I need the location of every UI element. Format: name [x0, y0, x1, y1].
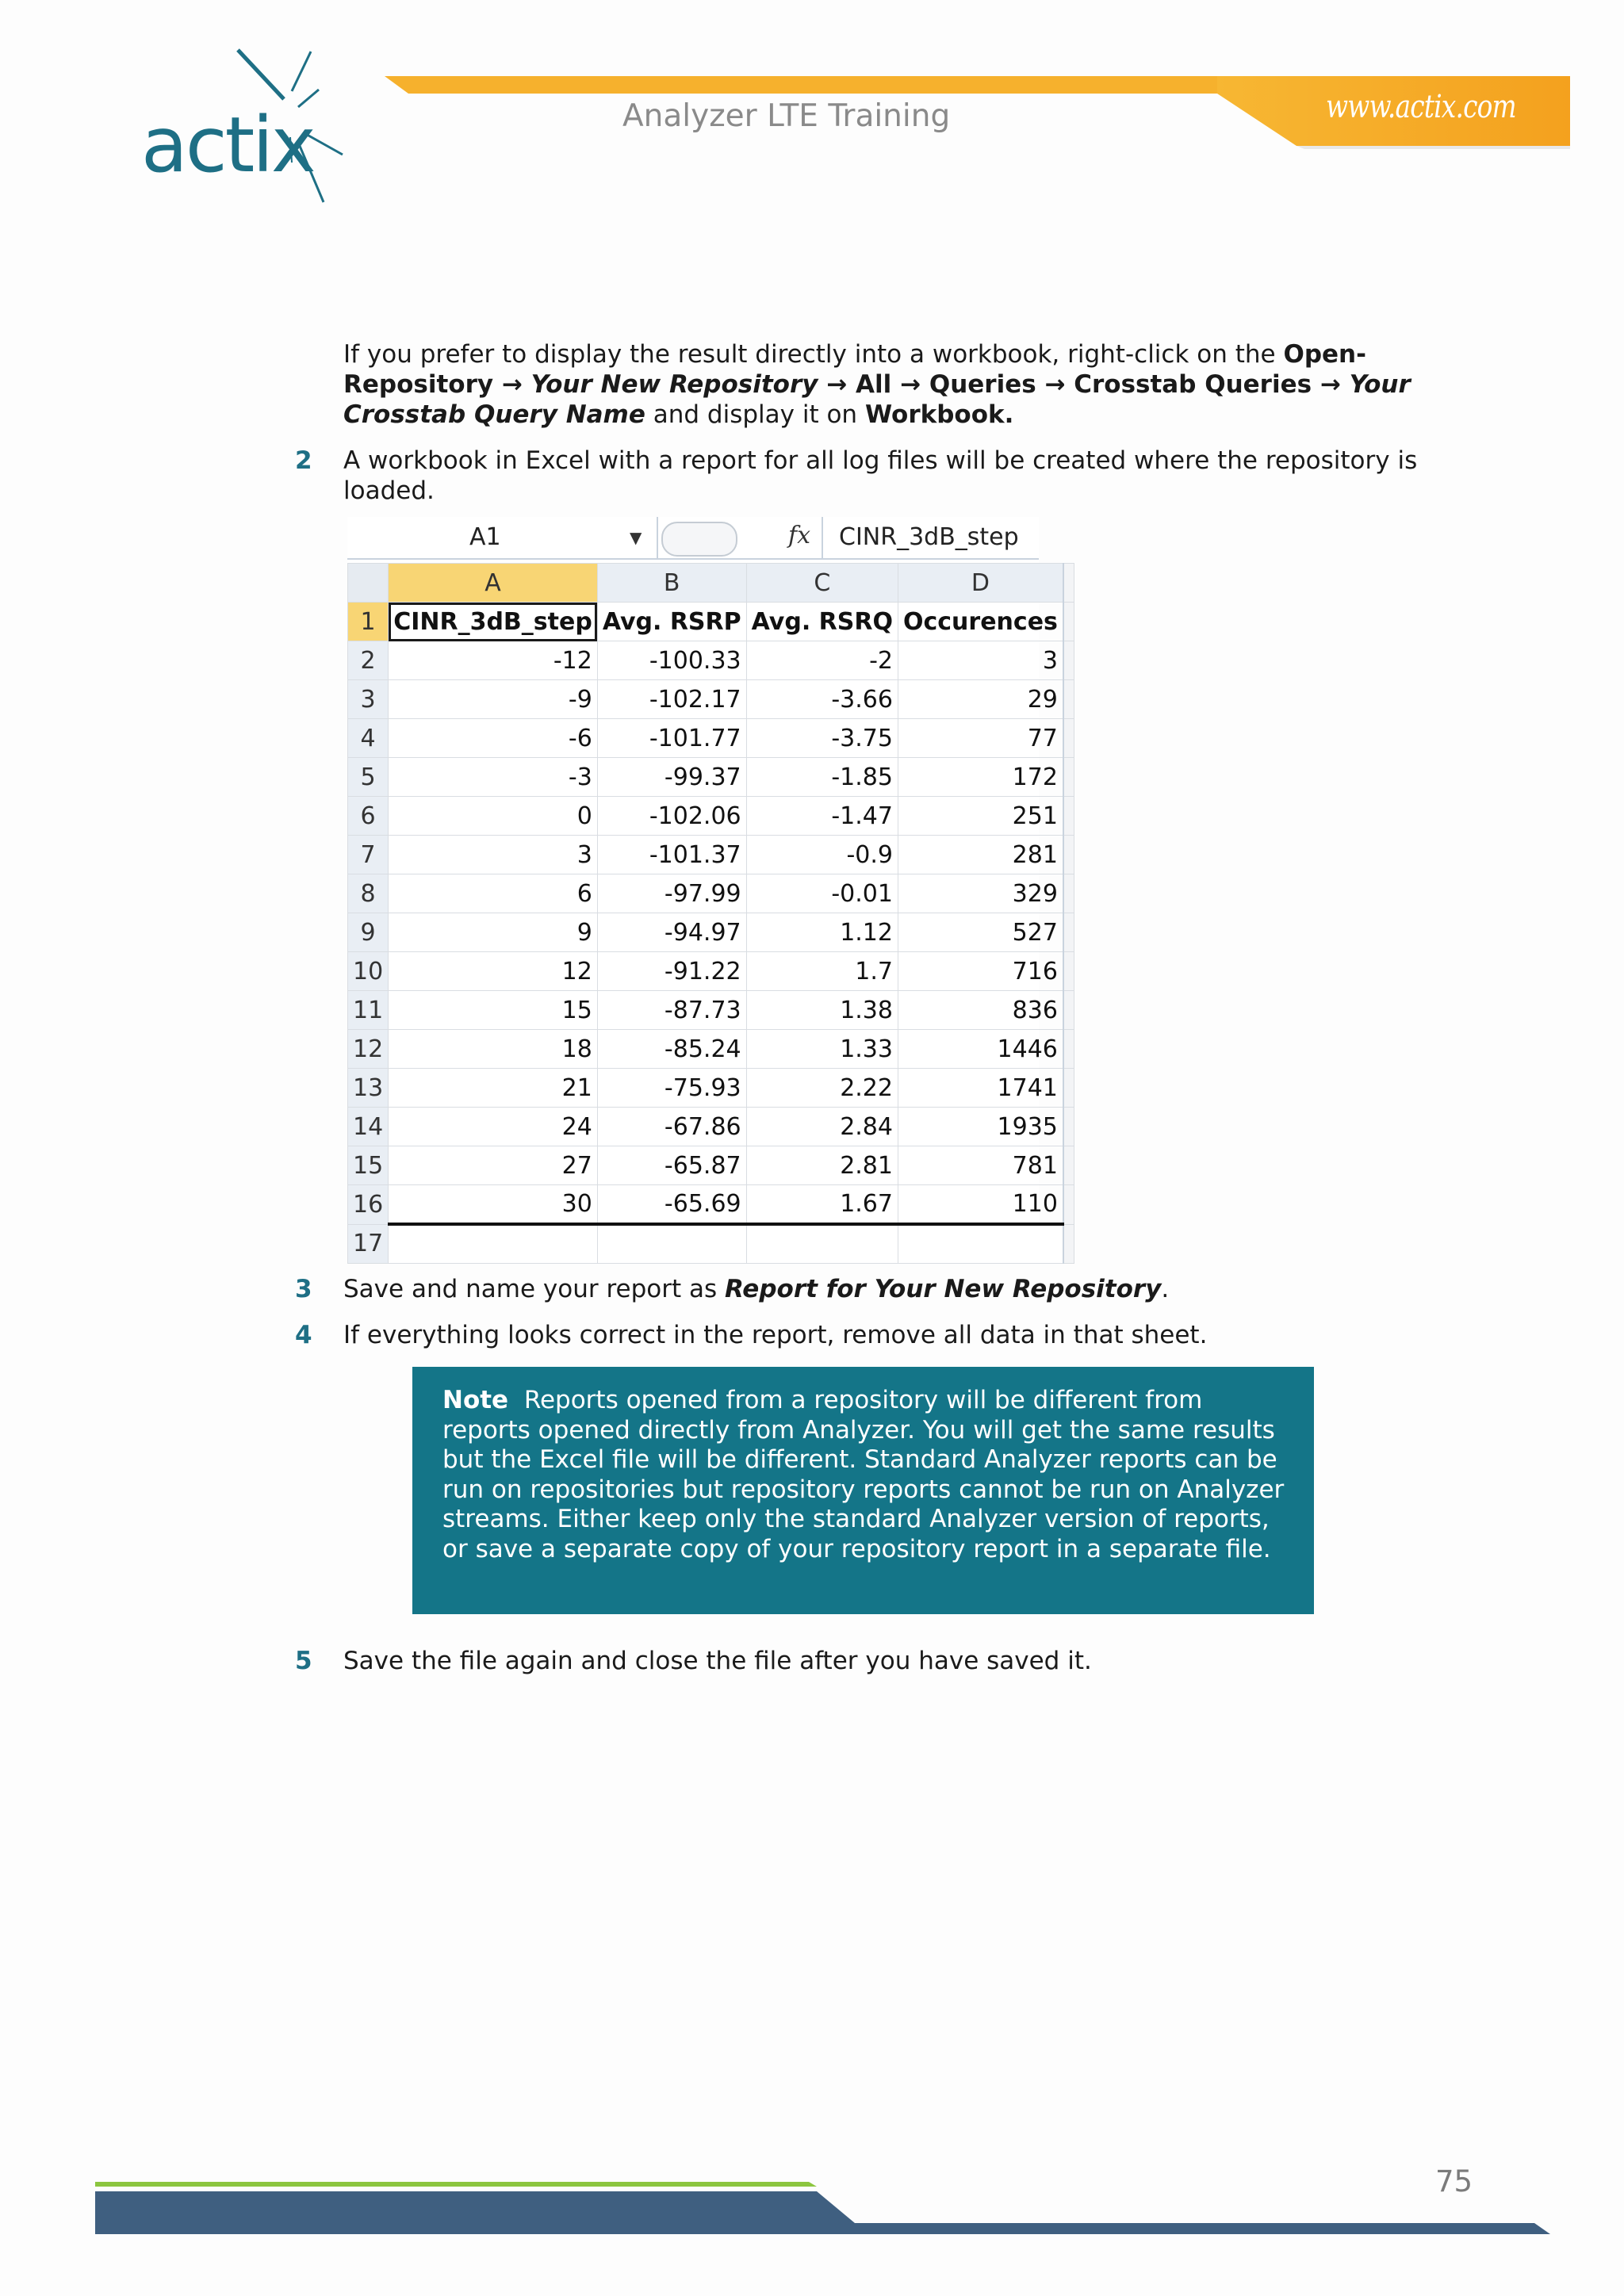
data-cell[interactable]: 0	[389, 797, 598, 836]
data-cell[interactable]: 1.33	[746, 1030, 898, 1069]
step-text-part: Save and name your report as	[343, 1275, 725, 1303]
table-row	[348, 1224, 1074, 1263]
data-cell[interactable]: -87.73	[597, 991, 746, 1030]
data-cell[interactable]: 1741	[898, 1069, 1063, 1108]
row-header[interactable]: 1	[348, 603, 389, 641]
data-cell[interactable]: -100.33	[597, 641, 746, 680]
step-text: A workbook in Excel with a report for all log files will be created where the repository is loaded.	[343, 446, 1418, 505]
page-header	[0, 0, 1624, 238]
cell-extra	[1063, 991, 1074, 1030]
logo-wordmark: actix	[141, 101, 314, 189]
arrow: →	[891, 370, 929, 399]
cell-extra	[1063, 603, 1074, 641]
data-cell[interactable]: -65.69	[597, 1185, 746, 1225]
row-header[interactable]: 5	[348, 758, 389, 797]
column-header-extra	[1063, 564, 1074, 603]
cell-extra	[1063, 680, 1074, 719]
table-row	[348, 836, 1074, 874]
row-header[interactable]: 7	[348, 836, 389, 874]
cell-extra	[1063, 1224, 1074, 1263]
arrow: →	[493, 370, 531, 399]
data-cell[interactable]: -2	[746, 641, 898, 680]
empty-cell[interactable]	[746, 1224, 898, 1263]
menu-workbook: Workbook.	[864, 400, 1014, 429]
data-cell[interactable]: -99.37	[597, 758, 746, 797]
cell-extra	[1063, 797, 1074, 836]
data-cell[interactable]: 251	[898, 797, 1063, 836]
table-row	[348, 1030, 1074, 1069]
data-cell[interactable]: 18	[389, 1030, 598, 1069]
cell-extra	[1063, 952, 1074, 991]
step-text-part: .	[1161, 1275, 1170, 1303]
table-row	[348, 991, 1074, 1030]
data-cell[interactable]: 30	[389, 1185, 598, 1225]
data-cell[interactable]: 781	[898, 1146, 1063, 1185]
row-header[interactable]: 12	[348, 1030, 389, 1069]
row-header[interactable]: 4	[348, 719, 389, 758]
cell-extra	[1063, 1030, 1074, 1069]
actix-logo	[135, 44, 373, 210]
data-cell[interactable]: -1.47	[746, 797, 898, 836]
data-cell[interactable]: -75.93	[597, 1069, 746, 1108]
name-box[interactable]	[347, 517, 658, 558]
data-cell[interactable]: -94.97	[597, 913, 746, 952]
data-cell[interactable]: -3.75	[746, 719, 898, 758]
row-header[interactable]: 14	[348, 1108, 389, 1146]
cell-extra	[1063, 1146, 1074, 1185]
menu-your-new-repository: Your New Repository	[530, 370, 818, 399]
empty-cell[interactable]	[597, 1224, 746, 1263]
table-row	[348, 952, 1074, 991]
column-header[interactable]: B	[597, 564, 746, 603]
row-header[interactable]: 17	[348, 1224, 389, 1263]
data-cell[interactable]: -3	[389, 758, 598, 797]
column-header[interactable]: C	[746, 564, 898, 603]
cell-extra	[1063, 641, 1074, 680]
data-cell[interactable]: -97.99	[597, 874, 746, 913]
cell-extra	[1063, 1069, 1074, 1108]
data-cell[interactable]: 29	[898, 680, 1063, 719]
data-cell[interactable]: 329	[898, 874, 1063, 913]
data-cell[interactable]: 21	[389, 1069, 598, 1108]
name-box-value: A1	[469, 523, 501, 551]
note-text	[442, 1386, 1285, 1564]
data-cell[interactable]: -101.37	[597, 836, 746, 874]
row-header[interactable]: 10	[348, 952, 389, 991]
data-cell[interactable]: 1.7	[746, 952, 898, 991]
table-row	[348, 719, 1074, 758]
menu-all: All	[856, 370, 892, 399]
intro-text: If you prefer to display the result directly into a workbook, right-click on the	[343, 340, 1284, 369]
empty-cell[interactable]	[898, 1224, 1063, 1263]
header-cell[interactable]: Occurences	[898, 603, 1063, 641]
cell-extra	[1063, 1185, 1074, 1225]
excel-screenshot	[347, 517, 1058, 1257]
step-number: 4	[295, 1321, 312, 1349]
step-text: Save the file again and close the file after you have saved it.	[343, 1647, 1092, 1675]
data-cell[interactable]: 1446	[898, 1030, 1063, 1069]
data-cell[interactable]: -12	[389, 641, 598, 680]
data-cell[interactable]: 1.67	[746, 1185, 898, 1225]
data-cell[interactable]: -102.17	[597, 680, 746, 719]
table-row	[348, 1185, 1074, 1225]
data-cell[interactable]: 281	[898, 836, 1063, 874]
step-number: 3	[295, 1275, 312, 1303]
data-cell[interactable]: 12	[389, 952, 598, 991]
row-header[interactable]: 3	[348, 680, 389, 719]
spreadsheet-grid	[347, 563, 1074, 1264]
arrow: →	[818, 370, 856, 399]
data-cell[interactable]: 836	[898, 991, 1063, 1030]
chevron-down-icon[interactable]: ▼	[630, 528, 642, 547]
menu-your-crosstab-query-name: Your Crosstab Query Name	[343, 370, 1411, 429]
data-cell[interactable]: -85.24	[597, 1030, 746, 1069]
data-cell[interactable]: 1.12	[746, 913, 898, 952]
header-cell[interactable]: Avg. RSRQ	[746, 603, 898, 641]
menu-open-repository: Open-Repository	[343, 340, 1366, 399]
step-number: 5	[295, 1647, 312, 1675]
table-row	[348, 1108, 1074, 1146]
formula-bar	[347, 517, 1039, 560]
intro-paragraph	[343, 339, 1454, 430]
data-cell[interactable]: 3	[898, 641, 1063, 680]
header-cell[interactable]: CINR_3dB_step	[389, 603, 598, 641]
data-cell[interactable]: 172	[898, 758, 1063, 797]
column-header-row	[348, 564, 1074, 603]
data-cell[interactable]: -101.77	[597, 719, 746, 758]
row-header[interactable]: 2	[348, 641, 389, 680]
table-row	[348, 1146, 1074, 1185]
data-cell[interactable]: -67.86	[597, 1108, 746, 1146]
data-cell[interactable]: -0.9	[746, 836, 898, 874]
divider	[822, 517, 823, 558]
note-label: Note	[442, 1386, 509, 1414]
data-cell[interactable]: 15	[389, 991, 598, 1030]
formula-bar-splitter	[661, 522, 737, 557]
cell-extra	[1063, 719, 1074, 758]
page-number: 75	[1435, 2164, 1473, 2198]
data-cell[interactable]: 3	[389, 836, 598, 874]
select-all-corner[interactable]	[348, 564, 389, 603]
step-text: If everything looks correct in the report, remove all data in that sheet.	[343, 1321, 1208, 1349]
formula-input[interactable]: CINR_3dB_step	[839, 523, 1019, 551]
data-cell[interactable]: 24	[389, 1108, 598, 1146]
data-cell[interactable]: 716	[898, 952, 1063, 991]
website-url[interactable]: www.actix.com	[1326, 89, 1516, 125]
table-row	[348, 874, 1074, 913]
report-name: Report for Your New Repository	[724, 1275, 1162, 1303]
footer-band	[0, 2172, 1624, 2267]
data-cell[interactable]: 77	[898, 719, 1063, 758]
intro-text: and display it on	[645, 400, 865, 429]
data-cell[interactable]: -6	[389, 719, 598, 758]
column-header[interactable]: A	[389, 564, 598, 603]
table-row	[348, 758, 1074, 797]
empty-cell[interactable]	[389, 1224, 598, 1263]
data-cell[interactable]: -3.66	[746, 680, 898, 719]
data-cell[interactable]: 2.22	[746, 1069, 898, 1108]
data-cell[interactable]: 27	[389, 1146, 598, 1185]
data-cell[interactable]: -65.87	[597, 1146, 746, 1185]
cell-extra	[1063, 1108, 1074, 1146]
header-cell[interactable]: Avg. RSRP	[597, 603, 746, 641]
table-row	[348, 797, 1074, 836]
data-cell[interactable]: 1935	[898, 1108, 1063, 1146]
menu-queries: Queries	[929, 370, 1036, 399]
data-cell[interactable]: 1.38	[746, 991, 898, 1030]
note-box	[412, 1367, 1314, 1614]
table-row	[348, 1069, 1074, 1108]
note-body: Reports opened from a repository will be different from reports opened directly from Analyzer. You will get the same results but the Excel file will be different. Standard Analyzer reports can be run on repositories but repository reports cannot be run on Analyzer streams. Either keep only the standard Analyzer version of reports, or save a separate copy of your repository report in a separate file.	[442, 1386, 1285, 1563]
data-cell[interactable]: 6	[389, 874, 598, 913]
data-cell[interactable]: -0.01	[746, 874, 898, 913]
table-row	[348, 913, 1074, 952]
row-header[interactable]: 6	[348, 797, 389, 836]
data-cell[interactable]: 2.84	[746, 1108, 898, 1146]
column-header[interactable]: D	[898, 564, 1063, 603]
data-cell[interactable]: 2.81	[746, 1146, 898, 1185]
row-header[interactable]: 9	[348, 913, 389, 952]
cell-extra	[1063, 874, 1074, 913]
data-cell[interactable]: 9	[389, 913, 598, 952]
table-row	[348, 603, 1074, 641]
step-text	[343, 1274, 1454, 1304]
table-row	[348, 641, 1074, 680]
row-header[interactable]: 11	[348, 991, 389, 1030]
row-header[interactable]: 8	[348, 874, 389, 913]
step-number: 2	[295, 446, 312, 475]
data-cell[interactable]: -1.85	[746, 758, 898, 797]
row-header[interactable]: 15	[348, 1146, 389, 1185]
arrow: →	[1312, 370, 1350, 399]
data-cell[interactable]: 110	[898, 1185, 1063, 1225]
data-cell[interactable]: -9	[389, 680, 598, 719]
table-row	[348, 680, 1074, 719]
row-header[interactable]: 16	[348, 1185, 389, 1225]
cell-extra	[1063, 913, 1074, 952]
data-cell[interactable]: -91.22	[597, 952, 746, 991]
cell-extra	[1063, 836, 1074, 874]
function-icon[interactable]: fx	[788, 522, 811, 549]
cell-extra	[1063, 758, 1074, 797]
row-header[interactable]: 13	[348, 1069, 389, 1108]
menu-crosstab-queries: Crosstab Queries	[1074, 370, 1312, 399]
arrow: →	[1036, 370, 1074, 399]
document-title: Analyzer LTE Training	[622, 98, 951, 134]
data-cell[interactable]: 527	[898, 913, 1063, 952]
data-cell[interactable]: -102.06	[597, 797, 746, 836]
